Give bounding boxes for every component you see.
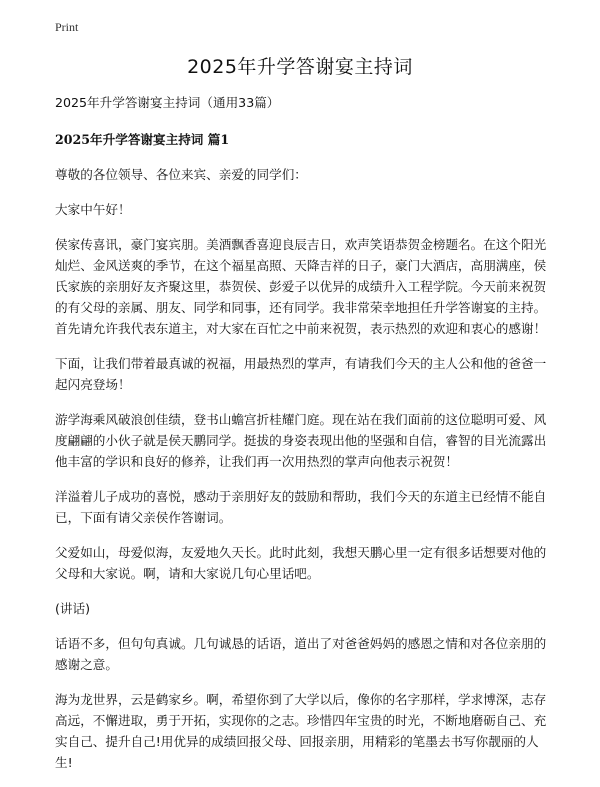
page-title: 2025年升学答谢宴主持词 bbox=[187, 56, 413, 78]
paragraph-opening: 侯家传喜讯，豪门宴宾朋。美酒飘香喜迎良辰吉日，欢声笑语恭贺金榜题名。在这个阳光灿烂、金风送爽的季节，在这个福星高照、天降吉祥的日子，豪门大酒店，高朋满座，侯氏家族的亲朋好友齐聚这里，恭贺侯、彭爱子以优异的成绩升入工程学院。今天前来祝贺的有父母的亲属、朋友、同学和同事，还有同学。我非常荣幸地担任升学答谢宴的主持。首先请允许我代表东道主，对大家在百忙之中前来祝贺，表示热烈的欢迎和衷心的感谢！ bbox=[55, 237, 547, 336]
paragraph-student-invite: 父爱如山，母爱似海，友爱地久天长。此时此刻，我想天鹏心里一定有很多话想要对他的父母和大家说。啊，请和大家说几句心里话吧。 bbox=[55, 545, 547, 581]
paragraph-salutation: 尊敬的各位领导、各位来宾、亲爱的同学们： bbox=[55, 167, 307, 182]
article-subtitle: 2025年升学答谢宴主持词（通用33篇） bbox=[55, 95, 280, 110]
section-heading: 2025年升学答谢宴主持词 篇1 bbox=[55, 132, 230, 147]
print-link[interactable]: Print bbox=[55, 20, 79, 34]
paragraph-greeting: 大家中午好！ bbox=[55, 202, 131, 217]
paragraph-speech-note: (讲话) bbox=[55, 601, 91, 616]
paragraph-after-speech: 话语不多，但句句真诚。几句诚恳的话语，道出了对爸爸妈妈的感恩之情和对各位亲朋的感谢之意。 bbox=[55, 636, 547, 672]
paragraph-introduction: 游学海乘风破浪创佳绩，登书山蟾宫折桂耀门庭。现在站在我们面前的这位聪明可爱、风度翩翩的小伙子就是侯天鹏同学。挺拔的身姿表现出他的坚强和自信，睿智的目光流露出他丰富的学识和良好的修养，让我们再一次用热烈的掌声向他表示祝贺！ bbox=[55, 412, 547, 469]
article-body bbox=[55, 92, 547, 787]
paragraph-father-thanks: 洋溢着儿子成功的喜悦，感动于亲朋好友的鼓励和帮助，我们今天的东道主已经情不能自已，下面有请父亲侯作答谢词。 bbox=[55, 489, 547, 525]
paragraph-wishes: 海为龙世界，云是鹤家乡。啊，希望你到了大学以后，像你的名字那样，学求博深，志存高远，不懈进取，勇于开拓，实现你的之志。珍惜四年宝贵的时光，不断地磨砺自己、充实自己、提升自己!用优异的成绩回报父母、回报亲朋，用精彩的笔墨去书写你靓丽的人生! bbox=[55, 692, 547, 770]
paragraph-invitation: 下面，让我们带着最真诚的祝福，用最热烈的掌声，有请我们今天的主人公和他的爸爸一起闪亮登场！ bbox=[55, 356, 547, 392]
